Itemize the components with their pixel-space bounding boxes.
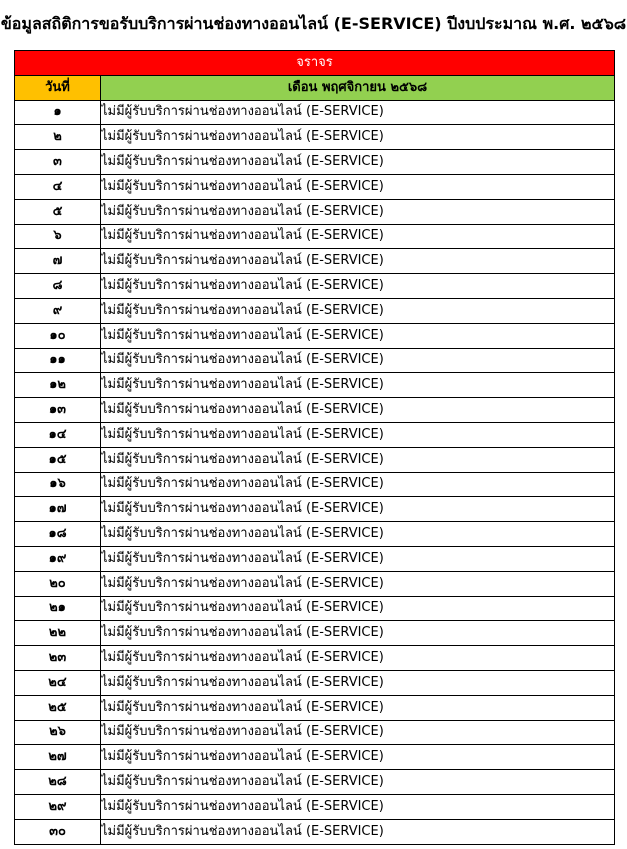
- status-cell: ไม่มีผู้รับบริการผ่านช่องทางออนไลน์ (E-SERVICE): [101, 224, 615, 249]
- day-cell: ๑๗: [15, 497, 101, 522]
- day-cell: ๓: [15, 150, 101, 175]
- column-header-row: [15, 75, 615, 100]
- table-row: [15, 522, 615, 547]
- day-cell: ๑๑: [15, 348, 101, 373]
- day-cell: ๒๓: [15, 646, 101, 671]
- status-cell: ไม่มีผู้รับบริการผ่านช่องทางออนไลน์ (E-SERVICE): [101, 348, 615, 373]
- status-cell: ไม่มีผู้รับบริการผ่านช่องทางออนไลน์ (E-SERVICE): [101, 249, 615, 274]
- day-cell: ๒๒: [15, 621, 101, 646]
- day-cell: ๑๐: [15, 323, 101, 348]
- status-cell: ไม่มีผู้รับบริการผ่านช่องทางออนไลน์ (E-SERVICE): [101, 546, 615, 571]
- status-cell: ไม่มีผู้รับบริการผ่านช่องทางออนไลน์ (E-SERVICE): [101, 472, 615, 497]
- day-cell: ๑๔: [15, 422, 101, 447]
- day-cell: ๒๗: [15, 745, 101, 770]
- status-cell: ไม่มีผู้รับบริการผ่านช่องทางออนไลน์ (E-SERVICE): [101, 745, 615, 770]
- table-row: [15, 497, 615, 522]
- day-cell: ๒๐: [15, 571, 101, 596]
- status-cell: ไม่มีผู้รับบริการผ่านช่องทางออนไลน์ (E-SERVICE): [101, 646, 615, 671]
- table-row: [15, 422, 615, 447]
- table-row: [15, 447, 615, 472]
- day-cell: ๕: [15, 199, 101, 224]
- day-cell: ๒๘: [15, 770, 101, 795]
- status-cell: ไม่มีผู้รับบริการผ่านช่องทางออนไลน์ (E-SERVICE): [101, 819, 615, 844]
- day-cell: ๒๑: [15, 596, 101, 621]
- status-cell: ไม่มีผู้รับบริการผ่านช่องทางออนไลน์ (E-SERVICE): [101, 298, 615, 323]
- status-cell: ไม่มีผู้รับบริการผ่านช่องทางออนไลน์ (E-SERVICE): [101, 373, 615, 398]
- table-row: [15, 249, 615, 274]
- day-cell: ๘: [15, 274, 101, 299]
- status-cell: ไม่มีผู้รับบริการผ่านช่องทางออนไลน์ (E-SERVICE): [101, 447, 615, 472]
- day-cell: ๖: [15, 224, 101, 249]
- table-row: [15, 100, 615, 125]
- day-cell: ๑๘: [15, 522, 101, 547]
- table-row: [15, 720, 615, 745]
- table-row: [15, 646, 615, 671]
- status-cell: ไม่มีผู้รับบริการผ่านช่องทางออนไลน์ (E-SERVICE): [101, 125, 615, 150]
- table-row: [15, 770, 615, 795]
- table-row: [15, 224, 615, 249]
- day-column-header: วันที่: [15, 75, 101, 100]
- status-cell: ไม่มีผู้รับบริการผ่านช่องทางออนไลน์ (E-SERVICE): [101, 670, 615, 695]
- day-cell: ๑๓: [15, 398, 101, 423]
- status-cell: ไม่มีผู้รับบริการผ่านช่องทางออนไลน์ (E-SERVICE): [101, 497, 615, 522]
- table-row: [15, 670, 615, 695]
- section-title: จราจร: [15, 51, 615, 76]
- page-title: ข้อมูลสถิติการขอรับบริการผ่านช่องทางออนไลน์ (E-SERVICE) ปีงบประมาณ พ.ศ. ๒๕๖๘: [0, 14, 627, 33]
- table-row: [15, 150, 615, 175]
- day-cell: ๒๕: [15, 695, 101, 720]
- day-cell: ๑๒: [15, 373, 101, 398]
- table-row: [15, 174, 615, 199]
- table-row: [15, 596, 615, 621]
- table-body: [15, 100, 615, 844]
- table-row: [15, 472, 615, 497]
- day-cell: ๒: [15, 125, 101, 150]
- day-cell: ๗: [15, 249, 101, 274]
- status-cell: ไม่มีผู้รับบริการผ่านช่องทางออนไลน์ (E-SERVICE): [101, 794, 615, 819]
- table-row: [15, 695, 615, 720]
- status-cell: ไม่มีผู้รับบริการผ่านช่องทางออนไลน์ (E-SERVICE): [101, 695, 615, 720]
- day-cell: ๒๙: [15, 794, 101, 819]
- day-cell: ๓๐: [15, 819, 101, 844]
- table-row: [15, 348, 615, 373]
- table-row: [15, 274, 615, 299]
- day-cell: ๑๕: [15, 447, 101, 472]
- table-row: [15, 571, 615, 596]
- status-cell: ไม่มีผู้รับบริการผ่านช่องทางออนไลน์ (E-SERVICE): [101, 323, 615, 348]
- status-cell: ไม่มีผู้รับบริการผ่านช่องทางออนไลน์ (E-SERVICE): [101, 571, 615, 596]
- statistics-table: [14, 50, 615, 845]
- status-cell: ไม่มีผู้รับบริการผ่านช่องทางออนไลน์ (E-SERVICE): [101, 100, 615, 125]
- table-row: [15, 794, 615, 819]
- status-cell: ไม่มีผู้รับบริการผ่านช่องทางออนไลน์ (E-SERVICE): [101, 422, 615, 447]
- day-cell: ๑: [15, 100, 101, 125]
- table-row: [15, 199, 615, 224]
- day-cell: ๑๖: [15, 472, 101, 497]
- table-row: [15, 298, 615, 323]
- month-column-header: เดือน พฤศจิกายน ๒๕๖๘: [101, 75, 615, 100]
- table-row: [15, 819, 615, 844]
- table-row: [15, 546, 615, 571]
- status-cell: ไม่มีผู้รับบริการผ่านช่องทางออนไลน์ (E-SERVICE): [101, 150, 615, 175]
- table-row: [15, 745, 615, 770]
- status-cell: ไม่มีผู้รับบริการผ่านช่องทางออนไลน์ (E-SERVICE): [101, 398, 615, 423]
- table-row: [15, 323, 615, 348]
- status-cell: ไม่มีผู้รับบริการผ่านช่องทางออนไลน์ (E-SERVICE): [101, 174, 615, 199]
- day-cell: ๙: [15, 298, 101, 323]
- status-cell: ไม่มีผู้รับบริการผ่านช่องทางออนไลน์ (E-SERVICE): [101, 522, 615, 547]
- status-cell: ไม่มีผู้รับบริการผ่านช่องทางออนไลน์ (E-SERVICE): [101, 596, 615, 621]
- status-cell: ไม่มีผู้รับบริการผ่านช่องทางออนไลน์ (E-SERVICE): [101, 199, 615, 224]
- day-cell: ๑๙: [15, 546, 101, 571]
- day-cell: ๒๔: [15, 670, 101, 695]
- table-row: [15, 398, 615, 423]
- section-title-row: [15, 51, 615, 76]
- status-cell: ไม่มีผู้รับบริการผ่านช่องทางออนไลน์ (E-SERVICE): [101, 720, 615, 745]
- table-row: [15, 125, 615, 150]
- table-row: [15, 621, 615, 646]
- status-cell: ไม่มีผู้รับบริการผ่านช่องทางออนไลน์ (E-SERVICE): [101, 274, 615, 299]
- day-cell: ๒๖: [15, 720, 101, 745]
- status-cell: ไม่มีผู้รับบริการผ่านช่องทางออนไลน์ (E-SERVICE): [101, 621, 615, 646]
- day-cell: ๔: [15, 174, 101, 199]
- status-cell: ไม่มีผู้รับบริการผ่านช่องทางออนไลน์ (E-SERVICE): [101, 770, 615, 795]
- table-row: [15, 373, 615, 398]
